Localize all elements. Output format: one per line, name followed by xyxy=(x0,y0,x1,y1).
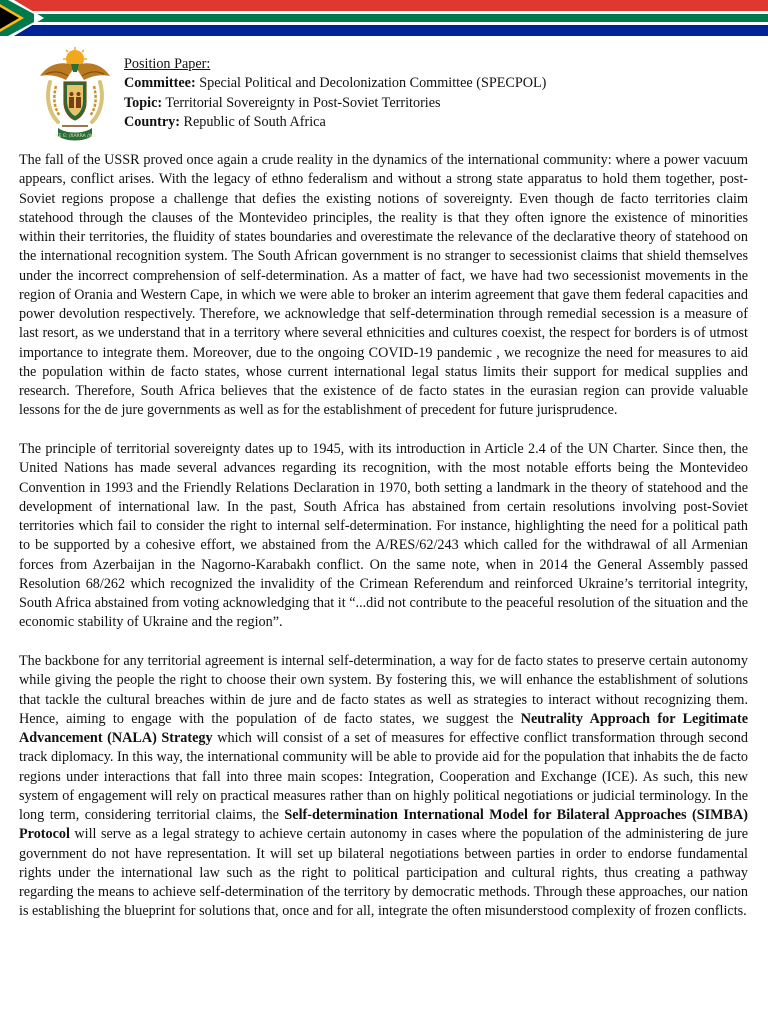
emblem-motto: !KE E: /XARRA //KE xyxy=(54,134,96,139)
south-africa-coat-of-arms-icon xyxy=(36,46,114,142)
topic-label: Topic: xyxy=(124,94,163,111)
paper-header xyxy=(124,55,546,132)
paper-title: Position Paper: xyxy=(124,56,211,72)
committee-label: Committee: xyxy=(124,75,196,92)
nala-strategy-name: Neutrality Approach for Legitimate Advancement (NALA) Strategy xyxy=(19,710,748,747)
country-label: Country: xyxy=(124,113,180,130)
paragraph-3-part-c: which will consist of a set of measures for effective conflict transformation through second track diplomacy. In this way, the international community will be able to provide aid for the population that inhabits the de facto regions under interactions that fall into three main scopes: Integration, Cooperation and Exchange (ICE). As such, this new system of engagement will rely on practical measures rather than on highly political negotiations or judicial terminology. In the long term, considering territorial claims, the xyxy=(19,730,748,824)
country-value: Republic of South Africa xyxy=(183,113,326,130)
country-line xyxy=(124,113,546,132)
flag-green-stripe xyxy=(0,14,768,22)
committee-line xyxy=(124,74,546,93)
paragraph-2: The principle of territorial sovereignty dates up to 1945, with its introduction in Article 2.4 of the UN Charter. Since then, the United Nations has made several advances regarding its recognition, with the most notable efforts being the Montevideo Convention in 1993 and the Friendly Relations Declaration in 1970, both setting a landmark in the theory of statehood and the development of international law. In the past, South Africa has abstained from certain resolutions involving post-Soviet territories which fail to consider the right to internal self-determination. For instance, highlighting the need for a political path to be supported by a cohesive effort, we abstained from the A/RES/62/243 which called for the withdrawal of all Armenian forces from Azerbaijan in the Nagorno-Karabakh conflict. On the same note, when in 2014 the General Assembly passed Resolution 68/262 which recognized the invalidity of the Crimean Referendum and reinforced Ukraine’s territorial integrity, South Africa abstained from voting acknowledging that it “...did not contribute to the peaceful resolution of the situation and the economic stability of Ukraine and the region”. xyxy=(19,441,748,631)
paragraph-3-part-e: will serve as a legal strategy to achieve certain autonomy in cases where the population of the administering de jure government do not have representation. It will set up bilateral negotiations between parties in order to endorse fundamental rights under the international law such as the right to political participation and cultural rights, thus creating a pathway regarding the means to achieve self-determination of the territory by democratic methods. Through these approaches, our nation is establishing the blueprint for solutions that, once and for all, integrate the often misunderstood complexity of frozen conflicts. xyxy=(19,826,748,920)
paragraph-3 xyxy=(19,652,748,922)
topic-value: Territorial Sovereignty in Post-Soviet Territories xyxy=(165,94,441,111)
flag-blue-stripe xyxy=(0,25,768,36)
flag-red-stripe xyxy=(0,0,768,11)
topic-line xyxy=(124,94,546,113)
paper-body xyxy=(19,151,748,941)
south-africa-flag-band xyxy=(0,0,768,36)
paragraph-3-part-a: The backbone for any territorial agreement is internal self-determination, a way for de facto states to preserve certain autonomy while giving the people the right to choose their own system. By fostering this, we will enhance the establishment of solutions that tackle the cultural breaches within de jure and de facto states as well as strategies to interact without recognizing them. Hence, aiming to engage with the population of de facto states, we suggest the xyxy=(19,652,748,727)
committee-value: Special Political and Decolonization Committee (SPECPOL) xyxy=(199,75,547,92)
simba-protocol-name: Self-determination International Model for Bilateral Approaches (SIMBA) Protocol xyxy=(19,807,748,843)
paragraph-1: The fall of the USSR proved once again a crude reality in the dynamics of the international community: where a power vacuum appears, conflict arises. With the legacy of ethno federalism and without a strong state apparatus to hold them together, post-Soviet regions propose a challenge that defies the existing notions of sovereignty. Even though de facto territories claim statehood through the clauses of the Montevideo principles, the reality is that they often ignore the existence of minorities within their territories, the fluidity of states boundaries and overestimate the relevance of the declarative theory of statehood on the international recognition system. The South African government is no stranger to secessionist claims that shield themselves under the incorrect comprehension of self-determination. As a matter of fact, we have had two secessionist movements in the region of Orania and Western Cape, in which we were able to broker an interim agreement that gave them federal capacities and power devolution respectively. Therefore, we acknowledge that self-determination through remedial secession is a measure of last resort, as we understand that in a territory where several ethnicities and cultures coexist, the respect for borders is of utmost importance to integrate them. Moreover, due to the ongoing COVID-19 pandemic , we recognize the need for measures to aid the population within de facto states, whose current international legal status limits their support for medical supplies and research. Therefore, South Africa believes that the existence of de facto states in the eurasian region can provide valuable lessons for the de jure governments as well as for the establishment of precedent for future jurisprudence. xyxy=(19,152,748,419)
